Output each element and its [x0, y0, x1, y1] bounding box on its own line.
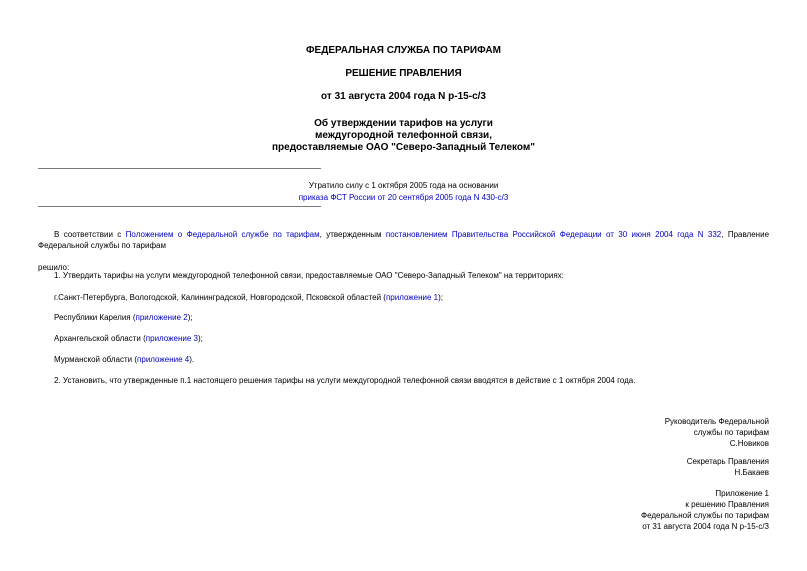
title-line-2: междугородной телефонной связи, — [315, 130, 492, 141]
region-3-text: Архангельской области ( — [54, 334, 146, 343]
appendix-line-2: к решению Правления — [685, 500, 769, 509]
region-4-text: Мурманской области ( — [54, 355, 138, 364]
region-4-item — [54, 354, 194, 365]
preamble-text-3: , Правление Федеральной службы по тарифам — [38, 230, 770, 250]
region-2-end: ); — [187, 313, 193, 322]
preamble-text-2: , утвержденным — [319, 230, 386, 239]
expiry-order-link[interactable]: приказа ФСТ России от 20 сентября 2005 года N 430-с/3 — [298, 193, 509, 202]
item-1-text: 1. Утвердить тарифы на услуги междугородной телефонной связи, предоставляемые ОАО "Северо-Западный Телеком" на территориях: — [54, 271, 564, 280]
region-4-end: ). — [189, 355, 195, 364]
divider-bottom — [38, 206, 321, 207]
region-3-end: ); — [197, 334, 203, 343]
secretary-signature-block — [687, 456, 769, 478]
appendix-line-3: Федеральной службы по тарифам — [641, 511, 769, 520]
government-decree-link[interactable]: постановлением Правительства Российской Федерации от 30 июня 2004 года N 332 — [385, 230, 722, 239]
appendix-1-link[interactable]: приложение 1 — [385, 293, 439, 302]
appendix-header-block — [641, 488, 769, 532]
document-title — [0, 118, 807, 154]
head-signature-block — [665, 416, 769, 449]
preamble-text-1: В соответствии с — [54, 230, 126, 239]
region-3-item — [54, 333, 203, 344]
appendix-line-1: Приложение 1 — [715, 489, 769, 498]
region-2-item — [54, 312, 193, 323]
secretary-title: Секретарь Правления — [686, 457, 769, 466]
agency-heading: ФЕДЕРАЛЬНАЯ СЛУЖБА ПО ТАРИФАМ — [306, 45, 501, 56]
region-1-text: г.Санкт-Петербурга, Вологодской, Калининградской, Новгородской, Псковской областей ( — [54, 293, 386, 302]
region-1-end: ); — [438, 293, 444, 302]
region-1-item — [54, 292, 443, 303]
head-title-line-1: Руководитель Федеральной — [664, 417, 769, 426]
secretary-name: Н.Бакаев — [734, 468, 769, 477]
appendix-3-link[interactable]: приложение 3 — [145, 334, 198, 343]
title-line-1: Об утверждении тарифов на услуги — [314, 118, 493, 129]
doc-type-heading: РЕШЕНИЕ ПРАВЛЕНИЯ — [345, 68, 462, 79]
appendix-line-4: от 31 августа 2004 года N р-15-с/3 — [642, 522, 769, 531]
appendix-4-link[interactable]: приложение 4 — [137, 355, 190, 364]
appendix-2-link[interactable]: приложение 2 — [135, 313, 188, 322]
divider-top — [38, 168, 321, 169]
item-2-text: 2. Установить, что утвержденные п.1 настоящего решения тарифы на услуги междугородной телефонной связи вводятся в действие с 1 октября 2004 года. — [54, 376, 636, 385]
head-name: С.Новиков — [729, 439, 769, 448]
decided-label: решило: — [38, 263, 70, 272]
date-number-heading: от 31 августа 2004 года N р-15-с/3 — [321, 91, 486, 102]
title-line-3: предоставляемые ОАО "Северо-Западный Телеком" — [271, 142, 535, 153]
preamble-paragraph — [38, 229, 769, 251]
expiry-notice-text: Утратило силу с 1 октября 2005 года на основании — [308, 181, 499, 190]
expiry-notice — [0, 180, 807, 204]
region-2-text: Республики Карелия ( — [54, 313, 136, 322]
regulation-link[interactable]: Положением о Федеральной службе по тарифам — [125, 230, 320, 239]
head-title-line-2: службы по тарифам — [693, 428, 769, 437]
